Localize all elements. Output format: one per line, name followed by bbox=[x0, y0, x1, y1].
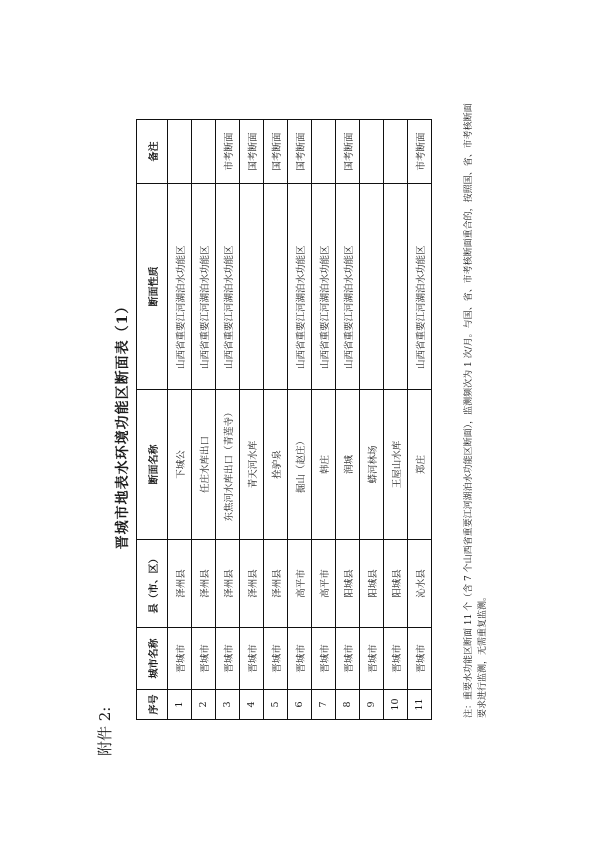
cell-city: 晋城市 bbox=[240, 628, 264, 690]
cell-city: 晋城市 bbox=[216, 628, 240, 690]
cell-section-nature bbox=[264, 184, 288, 390]
table-row bbox=[384, 120, 408, 720]
cell-county: 高平市 bbox=[312, 540, 336, 628]
cell-no: 1 bbox=[168, 690, 192, 720]
cell-section-nature: 山西省重要江河湖泊水功能区 bbox=[408, 184, 432, 390]
header-no: 序号 bbox=[137, 690, 168, 720]
cell-city: 晋城市 bbox=[288, 628, 312, 690]
cell-county: 阳城县 bbox=[384, 540, 408, 628]
cell-remark bbox=[192, 120, 216, 184]
cell-no: 11 bbox=[408, 690, 432, 720]
cell-section-name: 掘山（赵庄） bbox=[288, 390, 312, 540]
cell-section-nature bbox=[240, 184, 264, 390]
cell-no: 2 bbox=[192, 690, 216, 720]
cell-county: 泽州县 bbox=[192, 540, 216, 628]
cell-county: 沁水县 bbox=[408, 540, 432, 628]
cell-remark: 国考断面 bbox=[336, 120, 360, 184]
header-section-name: 断面名称 bbox=[137, 390, 168, 540]
cell-county: 泽州县 bbox=[168, 540, 192, 628]
cell-remark: 国考断面 bbox=[264, 120, 288, 184]
table-row bbox=[360, 120, 384, 720]
table-row bbox=[408, 120, 432, 720]
cell-section-name: 蟒河林场 bbox=[360, 390, 384, 540]
cell-city: 晋城市 bbox=[312, 628, 336, 690]
cell-section-nature bbox=[360, 184, 384, 390]
table-row bbox=[312, 120, 336, 720]
table-row bbox=[288, 120, 312, 720]
cell-county: 泽州县 bbox=[264, 540, 288, 628]
header-section-nature: 断面性质 bbox=[137, 184, 168, 390]
cell-section-name: 韩庄 bbox=[312, 390, 336, 540]
cell-section-name: 润城 bbox=[336, 390, 360, 540]
cell-section-nature bbox=[384, 184, 408, 390]
cell-section-nature: 山西省重要江河湖泊水功能区 bbox=[168, 184, 192, 390]
table-row bbox=[264, 120, 288, 720]
cell-remark bbox=[312, 120, 336, 184]
cell-no: 5 bbox=[264, 690, 288, 720]
table-title: 晋城市地表水环境功能区断面表（1） bbox=[115, 298, 131, 550]
cell-section-name: 拴驴泉 bbox=[264, 390, 288, 540]
cell-city: 晋城市 bbox=[384, 628, 408, 690]
cell-section-nature: 山西省重要江河湖泊水功能区 bbox=[216, 184, 240, 390]
cell-no: 9 bbox=[360, 690, 384, 720]
cell-remark: 市考断面 bbox=[216, 120, 240, 184]
cell-county: 阳城县 bbox=[336, 540, 360, 628]
cell-remark: 国考断面 bbox=[288, 120, 312, 184]
cell-section-name: 下城公 bbox=[168, 390, 192, 540]
table-row bbox=[192, 120, 216, 720]
header-remark: 备注 bbox=[137, 120, 168, 184]
cell-county: 高平市 bbox=[288, 540, 312, 628]
cell-section-name: 任庄水库出口 bbox=[192, 390, 216, 540]
cell-city: 晋城市 bbox=[264, 628, 288, 690]
cell-section-name: 王屋山水库 bbox=[384, 390, 408, 540]
cell-city: 晋城市 bbox=[192, 628, 216, 690]
cell-remark bbox=[384, 120, 408, 184]
cell-section-nature: 山西省重要江河湖泊水功能区 bbox=[192, 184, 216, 390]
cell-city: 晋城市 bbox=[168, 628, 192, 690]
footnote: 注：重要水功能区断面 11 个（含 7 个山西省重要江河湖泊水功能区断面），监测频次为 1 次/月。与国、省、市考核断面重合的，按照国、省、市考核断面要求进行监测，无需重复监测。 bbox=[464, 103, 488, 718]
table-header-row bbox=[137, 120, 168, 720]
cell-remark bbox=[360, 120, 384, 184]
cell-no: 10 bbox=[384, 690, 408, 720]
cell-city: 晋城市 bbox=[360, 628, 384, 690]
cell-remark: 市考断面 bbox=[408, 120, 432, 184]
header-city: 城市名称 bbox=[137, 628, 168, 690]
cell-section-nature: 山西省重要江河湖泊水功能区 bbox=[336, 184, 360, 390]
cell-county: 泽州县 bbox=[240, 540, 264, 628]
cell-no: 7 bbox=[312, 690, 336, 720]
cell-county: 阳城县 bbox=[360, 540, 384, 628]
cell-city: 晋城市 bbox=[408, 628, 432, 690]
table-body bbox=[168, 120, 432, 720]
cell-section-name: 东焦河水库出口（青莲寺） bbox=[216, 390, 240, 540]
table-row bbox=[336, 120, 360, 720]
cell-county: 泽州县 bbox=[216, 540, 240, 628]
attachment-label: 附件 2: bbox=[96, 706, 114, 756]
cell-section-name: 郑庄 bbox=[408, 390, 432, 540]
header-county: 县（市、区） bbox=[137, 540, 168, 628]
cell-city: 晋城市 bbox=[336, 628, 360, 690]
table-row bbox=[168, 120, 192, 720]
cell-no: 6 bbox=[288, 690, 312, 720]
cell-no: 8 bbox=[336, 690, 360, 720]
cell-no: 3 bbox=[216, 690, 240, 720]
section-table bbox=[136, 119, 432, 720]
table-row bbox=[216, 120, 240, 720]
cell-section-nature: 山西省重要江河湖泊水功能区 bbox=[288, 184, 312, 390]
cell-section-nature: 山西省重要江河湖泊水功能区 bbox=[312, 184, 336, 390]
cell-remark: 国考断面 bbox=[240, 120, 264, 184]
cell-no: 4 bbox=[240, 690, 264, 720]
cell-section-name: 青天河水库 bbox=[240, 390, 264, 540]
cell-remark bbox=[168, 120, 192, 184]
table-row bbox=[240, 120, 264, 720]
